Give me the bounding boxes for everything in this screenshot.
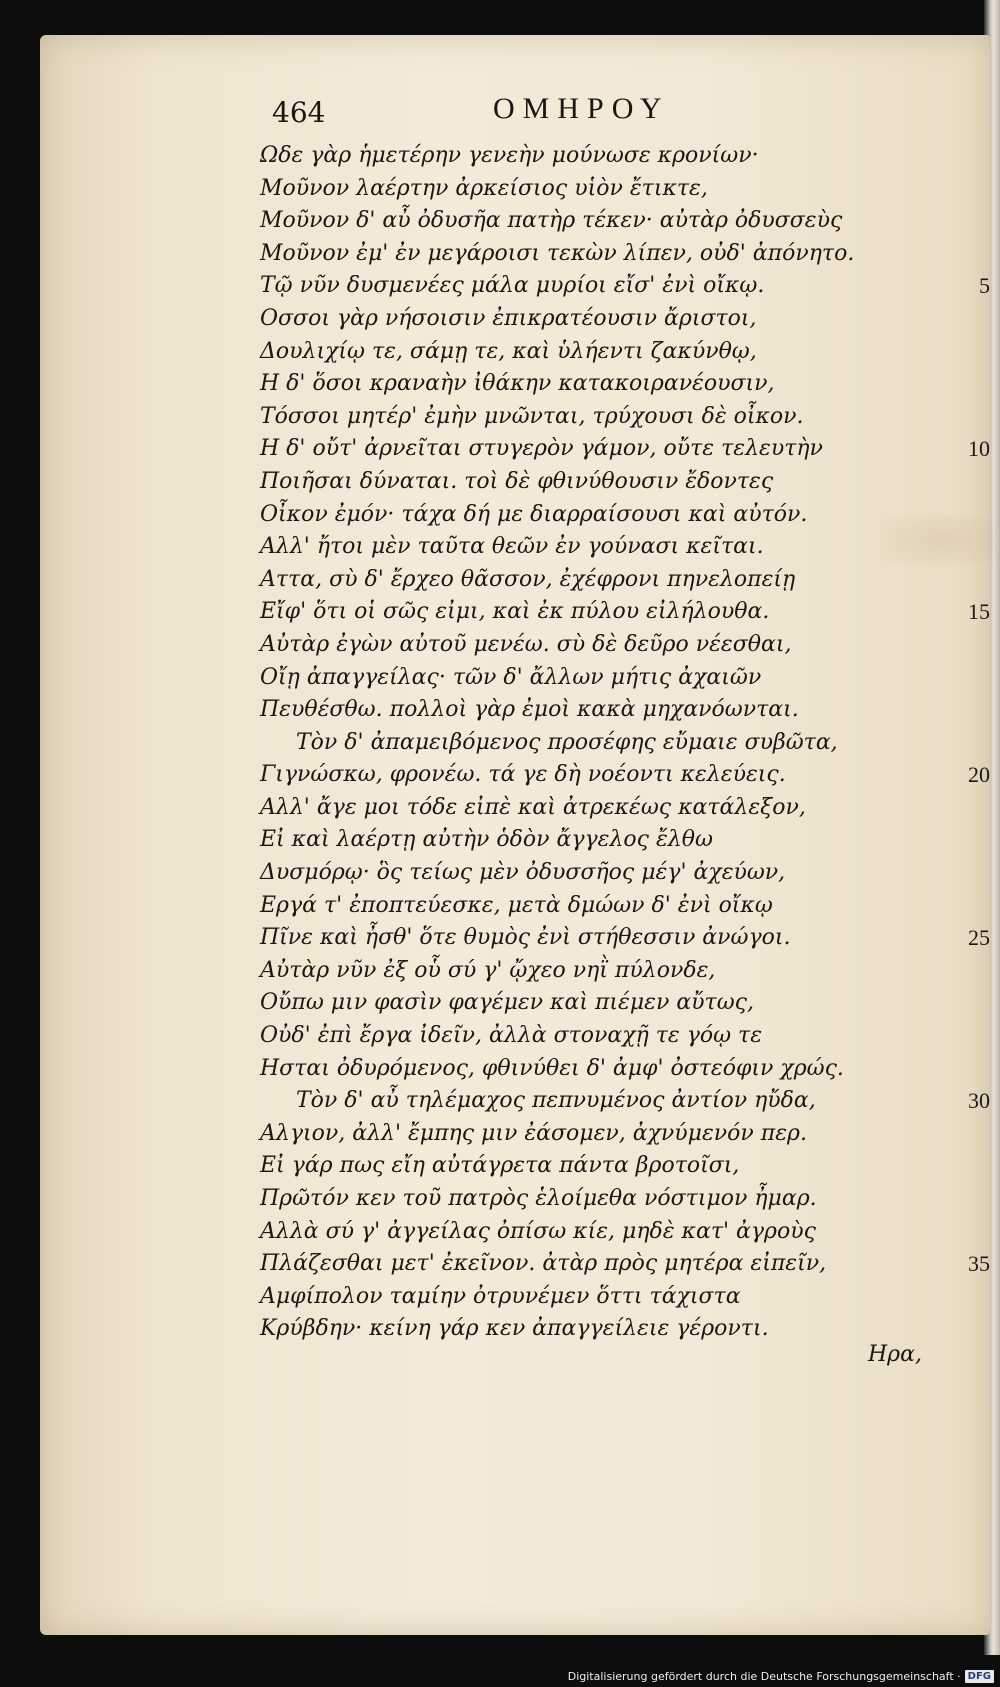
verse-line: Γιγνώσκω, φρονέω. τά γε δὴ νοέοντι κελεύεις. [260, 762, 786, 788]
line-number-column [940, 140, 990, 1346]
line-number-spacer [940, 662, 990, 695]
verse-line: Μοῦνον ἐμ' ἐν μεγάροισι τεκὼν λίπεν, οὐδ' ἀπόνητο. [260, 240, 855, 266]
line-number: 30 [968, 1088, 990, 1114]
line-number-spacer [940, 173, 990, 206]
line-number: 20 [968, 762, 990, 788]
verse-line: Οἴῃ ἀπαγγείλας· τῶν δ' ἄλλων μήτις ἀχαιῶν [260, 664, 762, 690]
verse-line: Οἶκον ἐμόν· τάχα δή με διαρραίσουσι καὶ αὐτόν. [260, 501, 808, 527]
line-number: 15 [968, 599, 990, 625]
catchword: Ηρα, [868, 1342, 922, 1367]
verse-line: Ποιῆσαι δύναται. τοὶ δὲ φθινύθουσιν ἔδοντες [260, 468, 774, 494]
verse-line: Δυσμόρῳ· ὃς τείως μὲν ὀδυσσῆος μέγ' ἀχεύων, [260, 860, 786, 886]
line-number-spacer [940, 368, 990, 401]
verse-line: Αλλ' ἤτοι μὲν ταῦτα θεῶν ἐν γούνασι κεῖται. [260, 534, 764, 560]
verse-line: Εἰ γάρ πως εἴη αὐτάγρετα πάντα βροτοῖσι, [260, 1153, 740, 1179]
line-number-spacer [940, 824, 990, 857]
verse-line: Μοῦνον λαέρτην ἀρκείσιος υἱὸν ἔτικτε, [260, 175, 708, 201]
credit-text: Digitalisierung gefördert durch die Deutsche Forschungsgemeinschaft · [567, 1670, 961, 1683]
verse-line: Κρύβδην· κείνη γάρ κεν ἀπαγγείλειε γέροντι. [260, 1316, 769, 1342]
line-number-spacer [940, 727, 990, 760]
verse-line: Ησται ὀδυρόμενος, φθινύθει δ' ἀμφ' ὀστεόφιν χρώς. [260, 1055, 844, 1081]
verse-line: Πῖνε καὶ ἦσθ' ὅτε θυμὸς ἐνὶ στήθεσσιν ἀνώγοι. [260, 925, 791, 951]
line-number-spacer [940, 401, 990, 434]
line-number-spacer [940, 466, 990, 499]
line-number-spacer [940, 140, 990, 173]
verse-line: Τὸν δ' ἀπαμειβόμενος προσέφης εὔμαιε συβῶτα, [296, 729, 838, 755]
page-number: 464 [272, 96, 326, 129]
line-number: 5 [979, 273, 990, 299]
verse-line: Δουλιχίῳ τε, σάμῃ τε, καὶ ὑλήεντι ζακύνθῳ, [260, 338, 757, 364]
verse-line: Η δ' ὅσοι κραναὴν ἰθάκην κατακοιρανέουσιν, [260, 371, 775, 397]
line-number-spacer [940, 499, 990, 532]
dfg-logo: DFG [965, 1670, 994, 1683]
verse-line: Αὐτὰρ νῦν ἐξ οὗ σύ γ' ᾤχεο νηῒ πύλονδε, [260, 957, 716, 983]
verse-line: Πευθέσθω. πολλοὶ γὰρ ἐμοὶ κακὰ μηχανόωνται. [260, 697, 799, 723]
verse-line: Αλγιον, ἀλλ' ἔμπης μιν ἐάσομεν, ἀχνύμενόν περ. [260, 1120, 807, 1146]
line-number-spacer [940, 792, 990, 825]
verse-block [260, 140, 920, 1346]
running-head: ΟΜΗΡΟΥ [493, 92, 670, 125]
digitization-credit [568, 1670, 994, 1683]
verse-line: Εἰ καὶ λαέρτῃ αὐτὴν ὁδὸν ἄγγελος ἔλθω [260, 827, 713, 853]
line-number-spacer [940, 1183, 990, 1216]
line-number-spacer [940, 1150, 990, 1183]
line-number-spacer [940, 238, 990, 271]
verse-line: Ωδε γὰρ ἡμετέρην γενεὴν μούνωσε κρονίων· [260, 143, 759, 168]
verse-line: Αλλ' ἄγε μοι τόδε εἰπὲ καὶ ἀτρεκέως κατάλεξον, [260, 794, 806, 820]
line-number-spacer [940, 1216, 990, 1249]
verse-line: Εργά τ' ἐποπτεύεσκε, μετὰ δμώων δ' ἐνὶ οἴκῳ [260, 892, 773, 918]
line-number-spacer [940, 857, 990, 890]
line-number-spacer [940, 890, 990, 923]
verse-line: Πλάζεσθαι μετ' ἐκεῖνον. ἀτὰρ πρὸς μητέρα εἰπεῖν, [260, 1251, 827, 1277]
line-number-spacer [940, 336, 990, 369]
line-number-spacer [940, 1053, 990, 1086]
line-number-spacer [940, 303, 990, 336]
verse-line: Αλλὰ σύ γ' ἀγγείλας ὀπίσω κίε, μηδὲ κατ' ἀγροὺς [260, 1218, 816, 1244]
verse-line: Οὔπω μιν φασὶν φαγέμεν καὶ πιέμεν αὔτως, [260, 990, 754, 1016]
verse-line: Αττα, σὺ δ' ἔρχεο θᾶσσον, ἐχέφρονι πηνελοπείῃ [260, 566, 796, 592]
line-number-spacer [940, 694, 990, 727]
verse-line: Τόσσοι μητέρ' ἐμὴν μνῶνται, τρύχουσι δὲ οἶκον. [260, 403, 804, 429]
verse-line: Οὐδ' ἐπὶ ἔργα ἰδεῖν, ἀλλὰ στοναχῇ τε γόῳ τε [260, 1023, 763, 1049]
line-number-spacer [940, 531, 990, 564]
line-number-spacer [940, 205, 990, 238]
verse-line: Μοῦνον δ' αὖ ὀδυσῆα πατὴρ τέκεν· αὐτὰρ ὀδυσσεὺς [260, 208, 843, 234]
verse-line: Η δ' οὔτ' ἀρνεῖται στυγερὸν γάμον, οὔτε τελευτὴν [260, 436, 823, 462]
verse-line: Οσσοι γὰρ νήσοισιν ἐπικρατέουσιν ἄριστοι, [260, 305, 757, 331]
verse-line: Αμφίπολον ταμίην ὀτρυνέμεν ὅττι τάχιστα [260, 1283, 741, 1309]
line-number-spacer [940, 1313, 990, 1346]
line-number-spacer [940, 1281, 990, 1314]
line-number: 10 [968, 436, 990, 462]
verse-line: Τῷ νῦν δυσμενέες μάλα μυρίοι εἴσ' ἐνὶ οἴκῳ. [260, 273, 765, 299]
verse-line: Αὐτὰρ ἐγὼν αὐτοῦ μενέω. σὺ δὲ δεῦρο νέεσθαι, [260, 631, 792, 657]
line-number-spacer [940, 564, 990, 597]
verse-line: Τὸν δ' αὖ τηλέμαχος πεπνυμένος ἀντίον ηὔδα, [296, 1088, 816, 1114]
verse-line: Εἴφ' ὅτι οἱ σῶς εἰμι, καὶ ἐκ πύλου εἰλήλουθα. [260, 599, 770, 625]
line-number-spacer [940, 987, 990, 1020]
line-number-spacer [940, 955, 990, 988]
line-number: 35 [968, 1251, 990, 1277]
line-number-spacer [940, 629, 990, 662]
verse-line: Πρῶτόν κεν τοῦ πατρὸς ἑλοίμεθα νόστιμον ἦμαρ. [260, 1186, 817, 1211]
line-number-spacer [940, 1020, 990, 1053]
line-number-spacer [940, 1118, 990, 1151]
line-number: 25 [968, 925, 990, 951]
